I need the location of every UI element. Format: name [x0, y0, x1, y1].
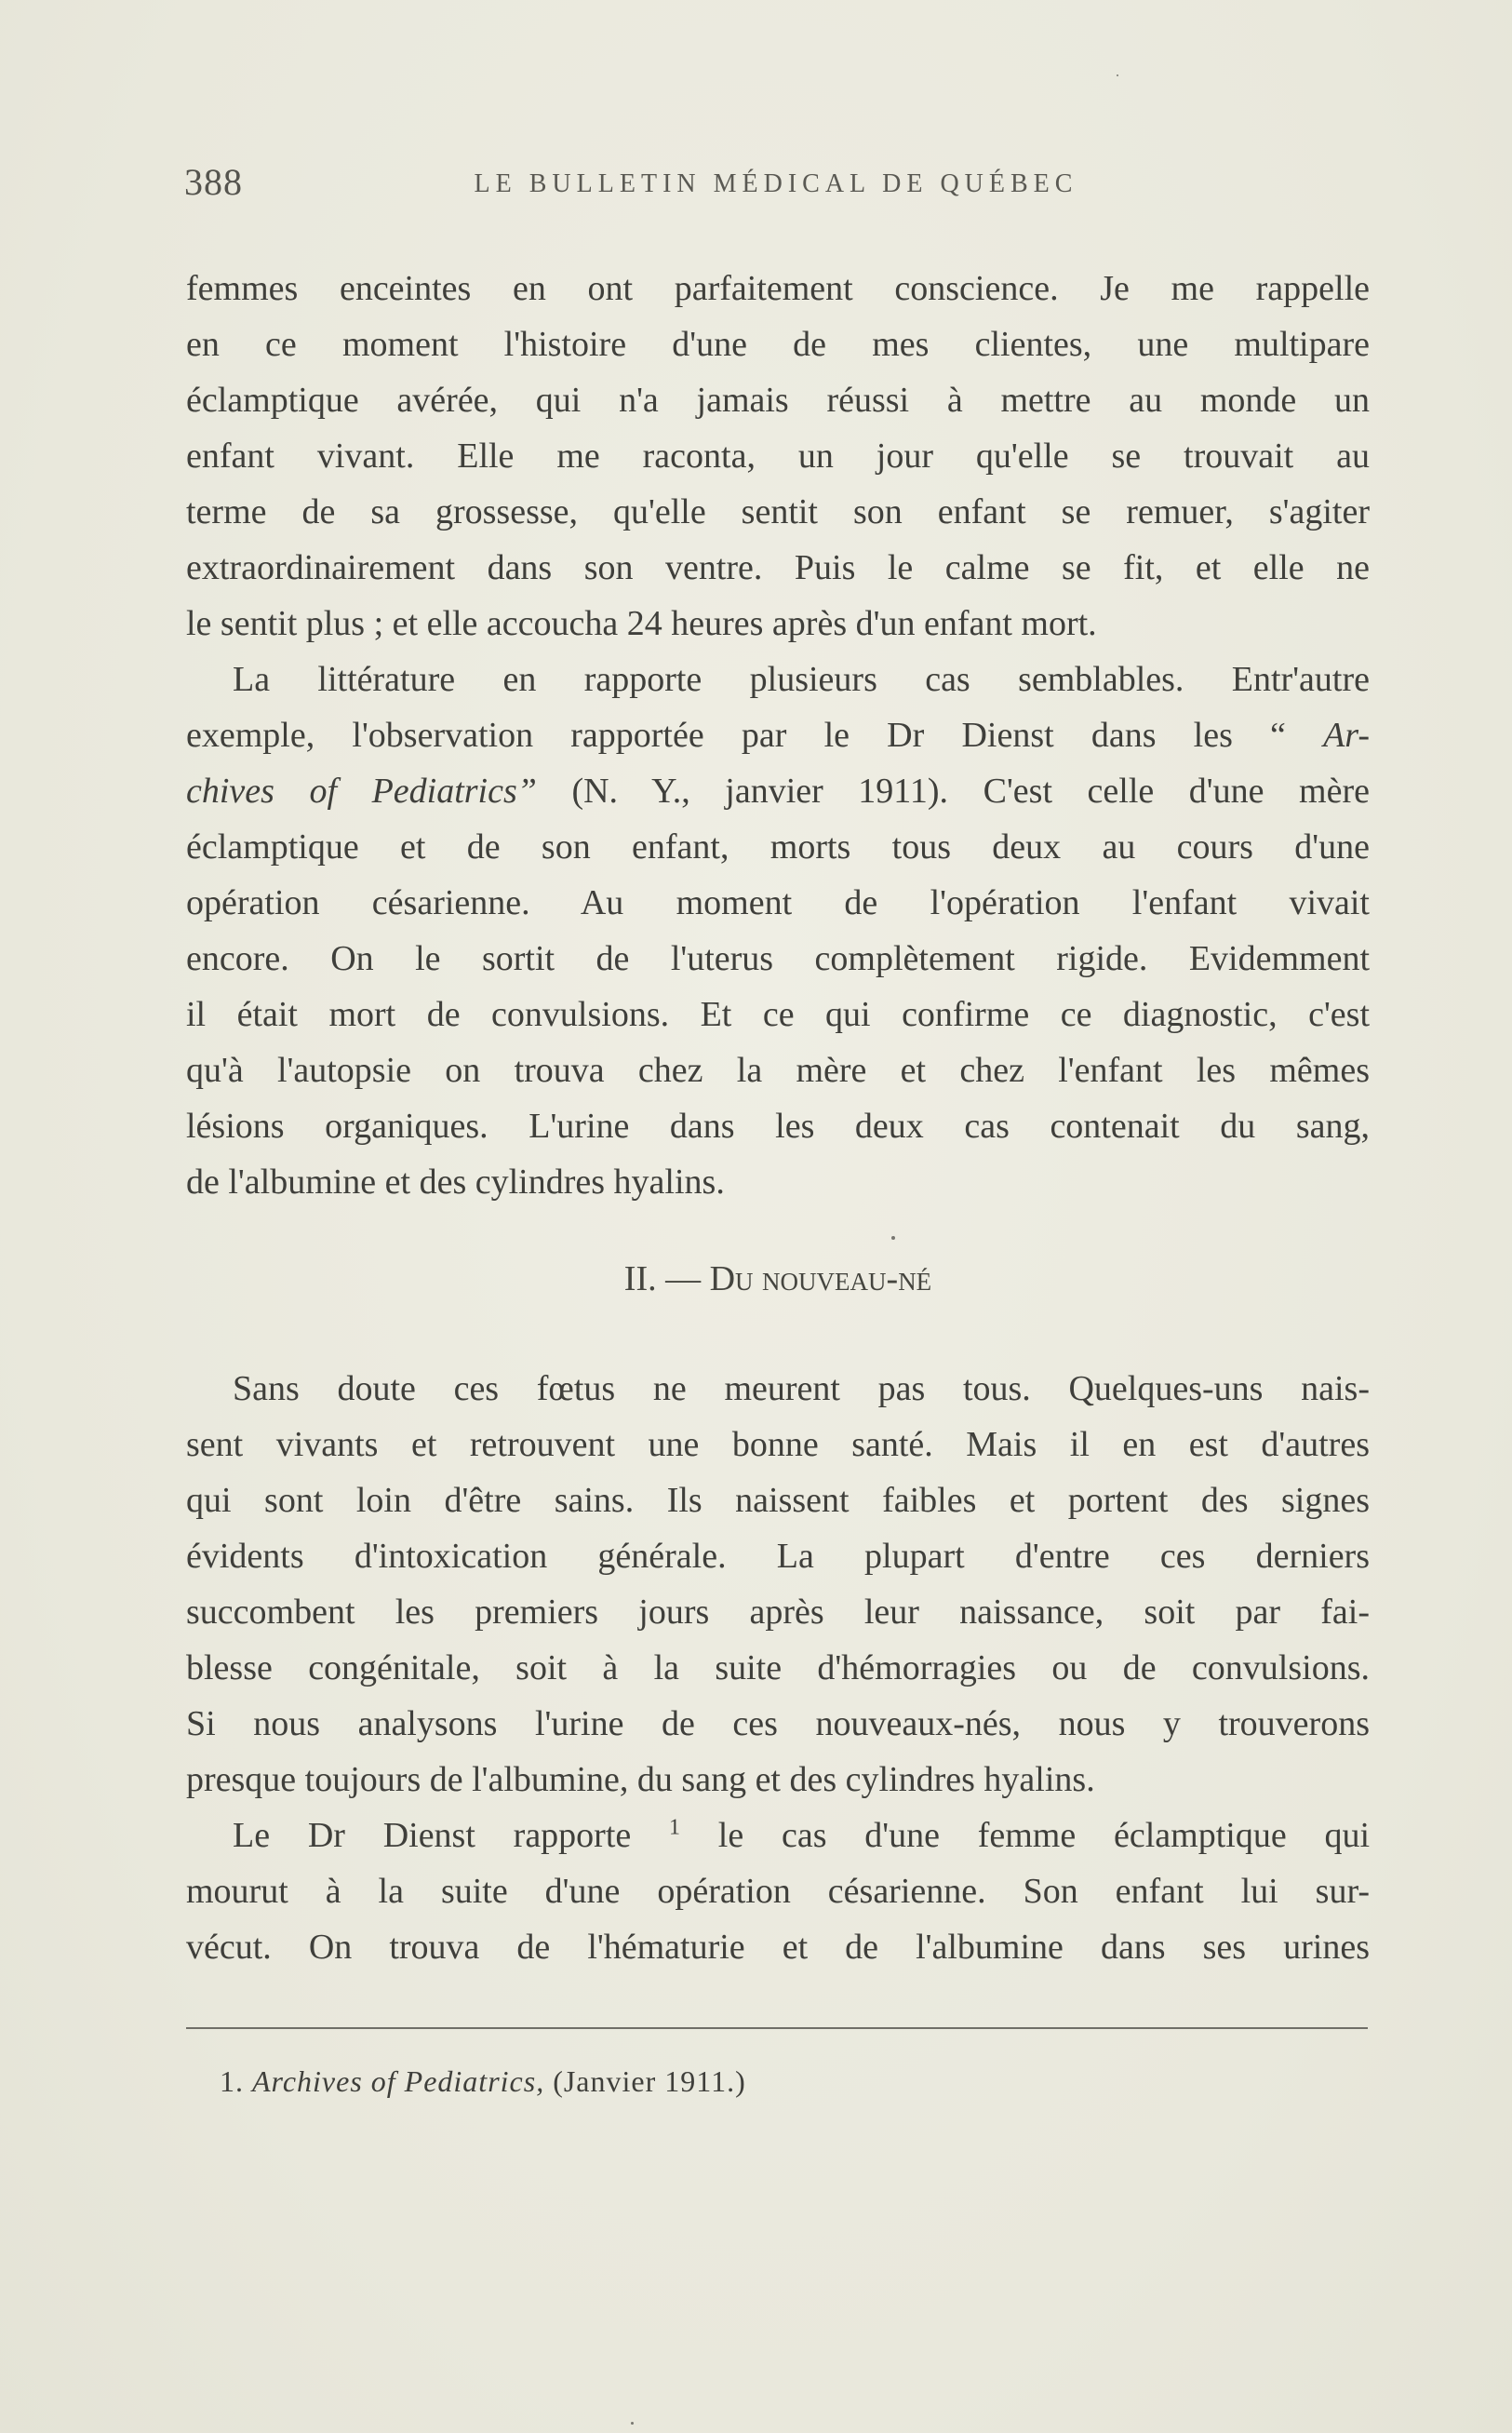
footnote-marker: 1	[669, 1815, 681, 1840]
section-heading	[186, 1258, 1370, 1299]
journal-title-fragment: Ar-	[1323, 716, 1370, 755]
journal-title-fragment: chives of Pediatrics”	[186, 772, 537, 811]
text-line: qui sont loin d'être sains. Ils naissent faibles et portent des signes	[186, 1481, 1370, 1520]
text-line: terme de sa grossesse, qu'elle sentit son enfant se remuer, s'agiter	[186, 492, 1370, 531]
footnote-title: Archives of Pediatrics,	[252, 2064, 545, 2098]
text-line: presque toujours de l'albumine, du sang et des cylindres hyalins.	[186, 1760, 1095, 1799]
text-line: éclamptique avérée, qui n'a jamais réussi à mettre au monde un	[186, 381, 1370, 420]
footnote	[220, 2064, 746, 2099]
paper-speck	[891, 1236, 895, 1240]
text-line: en ce moment l'histoire d'une de mes clientes, une multipare	[186, 325, 1370, 364]
paper-speck	[631, 2422, 634, 2425]
text-line: mourut à la suite d'une opération césarienne. Son enfant lui sur-	[186, 1872, 1370, 1911]
text-line: Si nous analysons l'urine de ces nouveaux-nés, nous y trouverons	[186, 1704, 1370, 1743]
text-line: sent vivants et retrouvent une bonne santé. Mais il en est d'autres	[186, 1425, 1370, 1464]
text-fragment: Le Dr Dienst rapporte	[233, 1816, 632, 1855]
text-line: éclamptique et de son enfant, morts tous deux au cours d'une	[186, 827, 1370, 867]
text-line-archives-1	[186, 707, 1370, 763]
text-line: il était mort de convulsions. Et ce qui confirme ce diagnostic, c'est	[186, 995, 1370, 1034]
page-number: 388	[184, 161, 243, 203]
text-line: le sentit plus ; et elle accoucha 24 heures après d'un enfant mort.	[186, 604, 1097, 643]
footnote-divider	[186, 2027, 1368, 2029]
text-line: succombent les premiers jours après leur naissance, soit par fai-	[186, 1593, 1370, 1632]
section-title: Du nouveau-né	[709, 1259, 932, 1298]
text-line: extraordinairement dans son ventre. Puis le calme se fit, et elle ne	[186, 548, 1370, 587]
text-line: qu'à l'autopsie on trouva chez la mère et chez l'enfant les mêmes	[186, 1051, 1370, 1090]
text-line: enfant vivant. Elle me raconta, un jour qu'elle se trouvait au	[186, 437, 1370, 476]
footnote-number: 1.	[220, 2064, 244, 2098]
footnote-detail: (Janvier 1911.)	[553, 2064, 746, 2098]
text-fragment: exemple, l'observation rapportée par le Dr Dienst dans les “	[186, 716, 1324, 755]
text-line: vécut. On trouva de l'hématurie et de l'albumine dans ses urines	[186, 1928, 1370, 1967]
text-line-with-footnote	[186, 1808, 1370, 1863]
text-line: évidents d'intoxication générale. La plupart d'entre ces derniers	[186, 1537, 1370, 1576]
text-line-archives-2	[186, 763, 1370, 819]
text-line: Sans doute ces fœtus ne meurent pas tous. Quelques-uns nais-	[233, 1369, 1370, 1408]
paper-speck	[1117, 74, 1118, 76]
text-line: encore. On le sortit de l'uterus complètement rigide. Evidemment	[186, 939, 1370, 978]
text-line: blesse congénitale, soit à la suite d'hémorragies ou de convulsions.	[186, 1648, 1370, 1687]
body-text-block-1	[186, 261, 1370, 1210]
text-line: opération césarienne. Au moment de l'opération l'enfant vivait	[186, 883, 1370, 922]
text-line: lésions organiques. L'urine dans les deux cas contenait du sang,	[186, 1107, 1370, 1146]
text-fragment: le cas d'une femme éclamptique qui	[717, 1816, 1370, 1855]
body-text-block-2	[186, 1361, 1370, 1975]
running-title: LE BULLETIN MÉDICAL DE QUÉBEC	[474, 169, 1078, 198]
text-line: La littérature en rapporte plusieurs cas semblables. Entr'autre	[233, 660, 1370, 699]
text-line: femmes enceintes en ont parfaitement conscience. Je me rappelle	[186, 269, 1370, 308]
text-line: de l'albumine et des cylindres hyalins.	[186, 1163, 725, 1202]
section-numeral: II. —	[623, 1259, 710, 1298]
text-fragment: (N. Y., janvier 1911). C'est celle d'une mère	[536, 772, 1370, 811]
page-header	[184, 160, 1368, 207]
